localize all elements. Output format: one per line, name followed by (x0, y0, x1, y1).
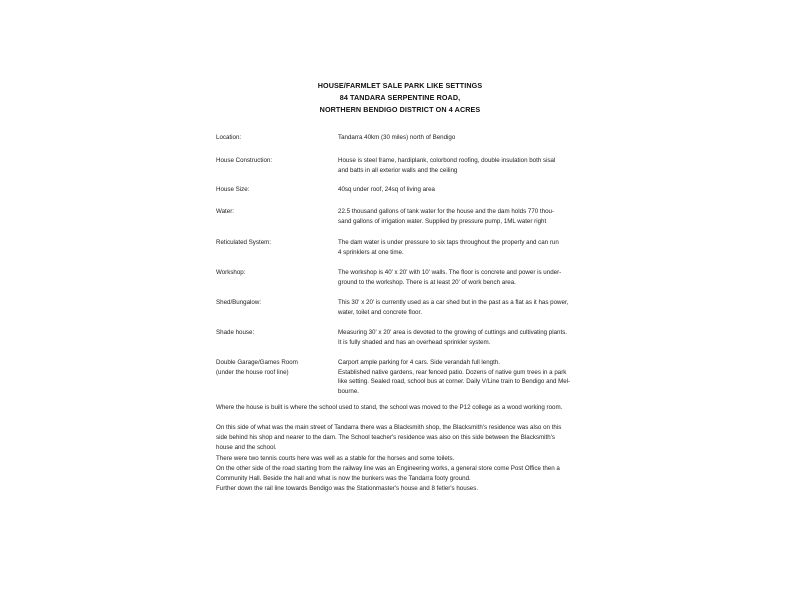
history-line: Community Hall. Beside the hall and what is now the bunkers was the Tandarra footy ground. (216, 475, 471, 483)
detail-value (338, 298, 586, 317)
detail-value-line: and batts in all exterior walls and the ceiling (338, 166, 458, 174)
detail-value-line: 22.5 thousand gallons of tank water for the house and the dam holds 770 thou- (338, 208, 555, 215)
detail-label (216, 358, 334, 377)
detail-label: House Construction: (216, 157, 273, 164)
detail-value (338, 207, 586, 226)
detail-value-line: water, toilet and concrete floor. (338, 308, 422, 316)
detail-value-line: 40sq under roof, 24sq of living area (338, 186, 435, 193)
detail-label: Reticulated System: (216, 239, 272, 246)
history-line: side behind his shop and nearer to the dam. The School teacher's residence was also on this side between the Blacksmith's (216, 434, 555, 442)
school-paragraph: Where the house is built is where the school used to stand, the school was moved to the P12 college as a wood working room. (216, 404, 563, 411)
detail-value-line: It is fully shaded and has an overhead sprinkler system. (338, 338, 491, 346)
history-line: Further down the rail line towards Bendigo was the Stationmaster's house and 8 fetler's houses. (216, 485, 479, 493)
detail-label: Workshop: (216, 269, 246, 276)
detail-value-line: like setting. Sealed road, school bus at corner. Daily V/Line train to Bendigo and Mel- (338, 378, 571, 385)
history-line: There were two tennis courts here was well as a stable for the horses and some toilets. (216, 454, 455, 462)
detail-value-line: 4 sprinklers at one time. (338, 248, 404, 256)
detail-label: Water: (216, 208, 234, 215)
history-line: house and the school. (216, 444, 277, 452)
history-line: On this side of what was the main street of Tandarra there was a Blacksmith shop, the Blacksmith's residence was also on this (216, 424, 562, 431)
detail-label-line: (under the house roof line) (216, 368, 289, 376)
detail-label-line: Double Garage/Games Room (216, 359, 298, 366)
detail-label: Shade house: (216, 329, 255, 336)
detail-value-line: ground to the workshop. There is at least 20' of work bench area. (338, 278, 516, 286)
detail-value-line: The dam water is under pressure to six taps throughout the property and can run (338, 239, 559, 246)
detail-value (338, 358, 586, 396)
title-line-1: HOUSE/FARMLET SALE PARK LIKE SETTINGS (317, 81, 483, 90)
history-paragraph (216, 423, 588, 494)
detail-value-line: Measuring 30' x 20' area is devoted to the growing of cuttings and cultivating plants. (338, 329, 568, 336)
detail-label: Shed/Bungalow: (216, 299, 262, 306)
detail-label: House Size: (216, 186, 250, 193)
title-line-3: NORTHERN BENDIGO DISTRICT ON 4 ACRES (319, 105, 481, 114)
detail-value (338, 328, 586, 347)
detail-label: Location: (216, 134, 242, 141)
detail-value-line: House is steel frame, hardiplank, colorbond roofing, double insulation both sisal (338, 157, 556, 164)
detail-value (338, 133, 586, 143)
detail-value-line: Established native gardens, rear fenced patio. Dozens of native gum trees in a park (338, 368, 567, 376)
detail-value-line: bourne. (338, 387, 359, 395)
title-line-2: 84 TANDARA SERPENTINE ROAD, (339, 93, 461, 102)
detail-value-line: sand gallons of irrigation water. Supplied by pressure pump, 1ML water right (338, 217, 547, 225)
detail-value (338, 185, 586, 195)
detail-value (338, 268, 586, 287)
detail-value-line: This 30' x 20' is currently used as a car shed but in the past as a flat as it has power, (338, 299, 569, 306)
detail-value-line: The workshop is 40' x 20' with 10' walls. The floor is concrete and power is under- (338, 269, 562, 276)
detail-value-line: Carport ample parking for 4 cars. Side verandah full length. (338, 359, 500, 366)
detail-value-line: Tandarra 40km (30 miles) north of Bendigo (338, 134, 456, 141)
history-line: On the other side of the road starting from the railway line was an Engineering works, a general store come Post Office then a (216, 464, 560, 472)
detail-value (338, 156, 586, 175)
detail-value (338, 238, 586, 257)
